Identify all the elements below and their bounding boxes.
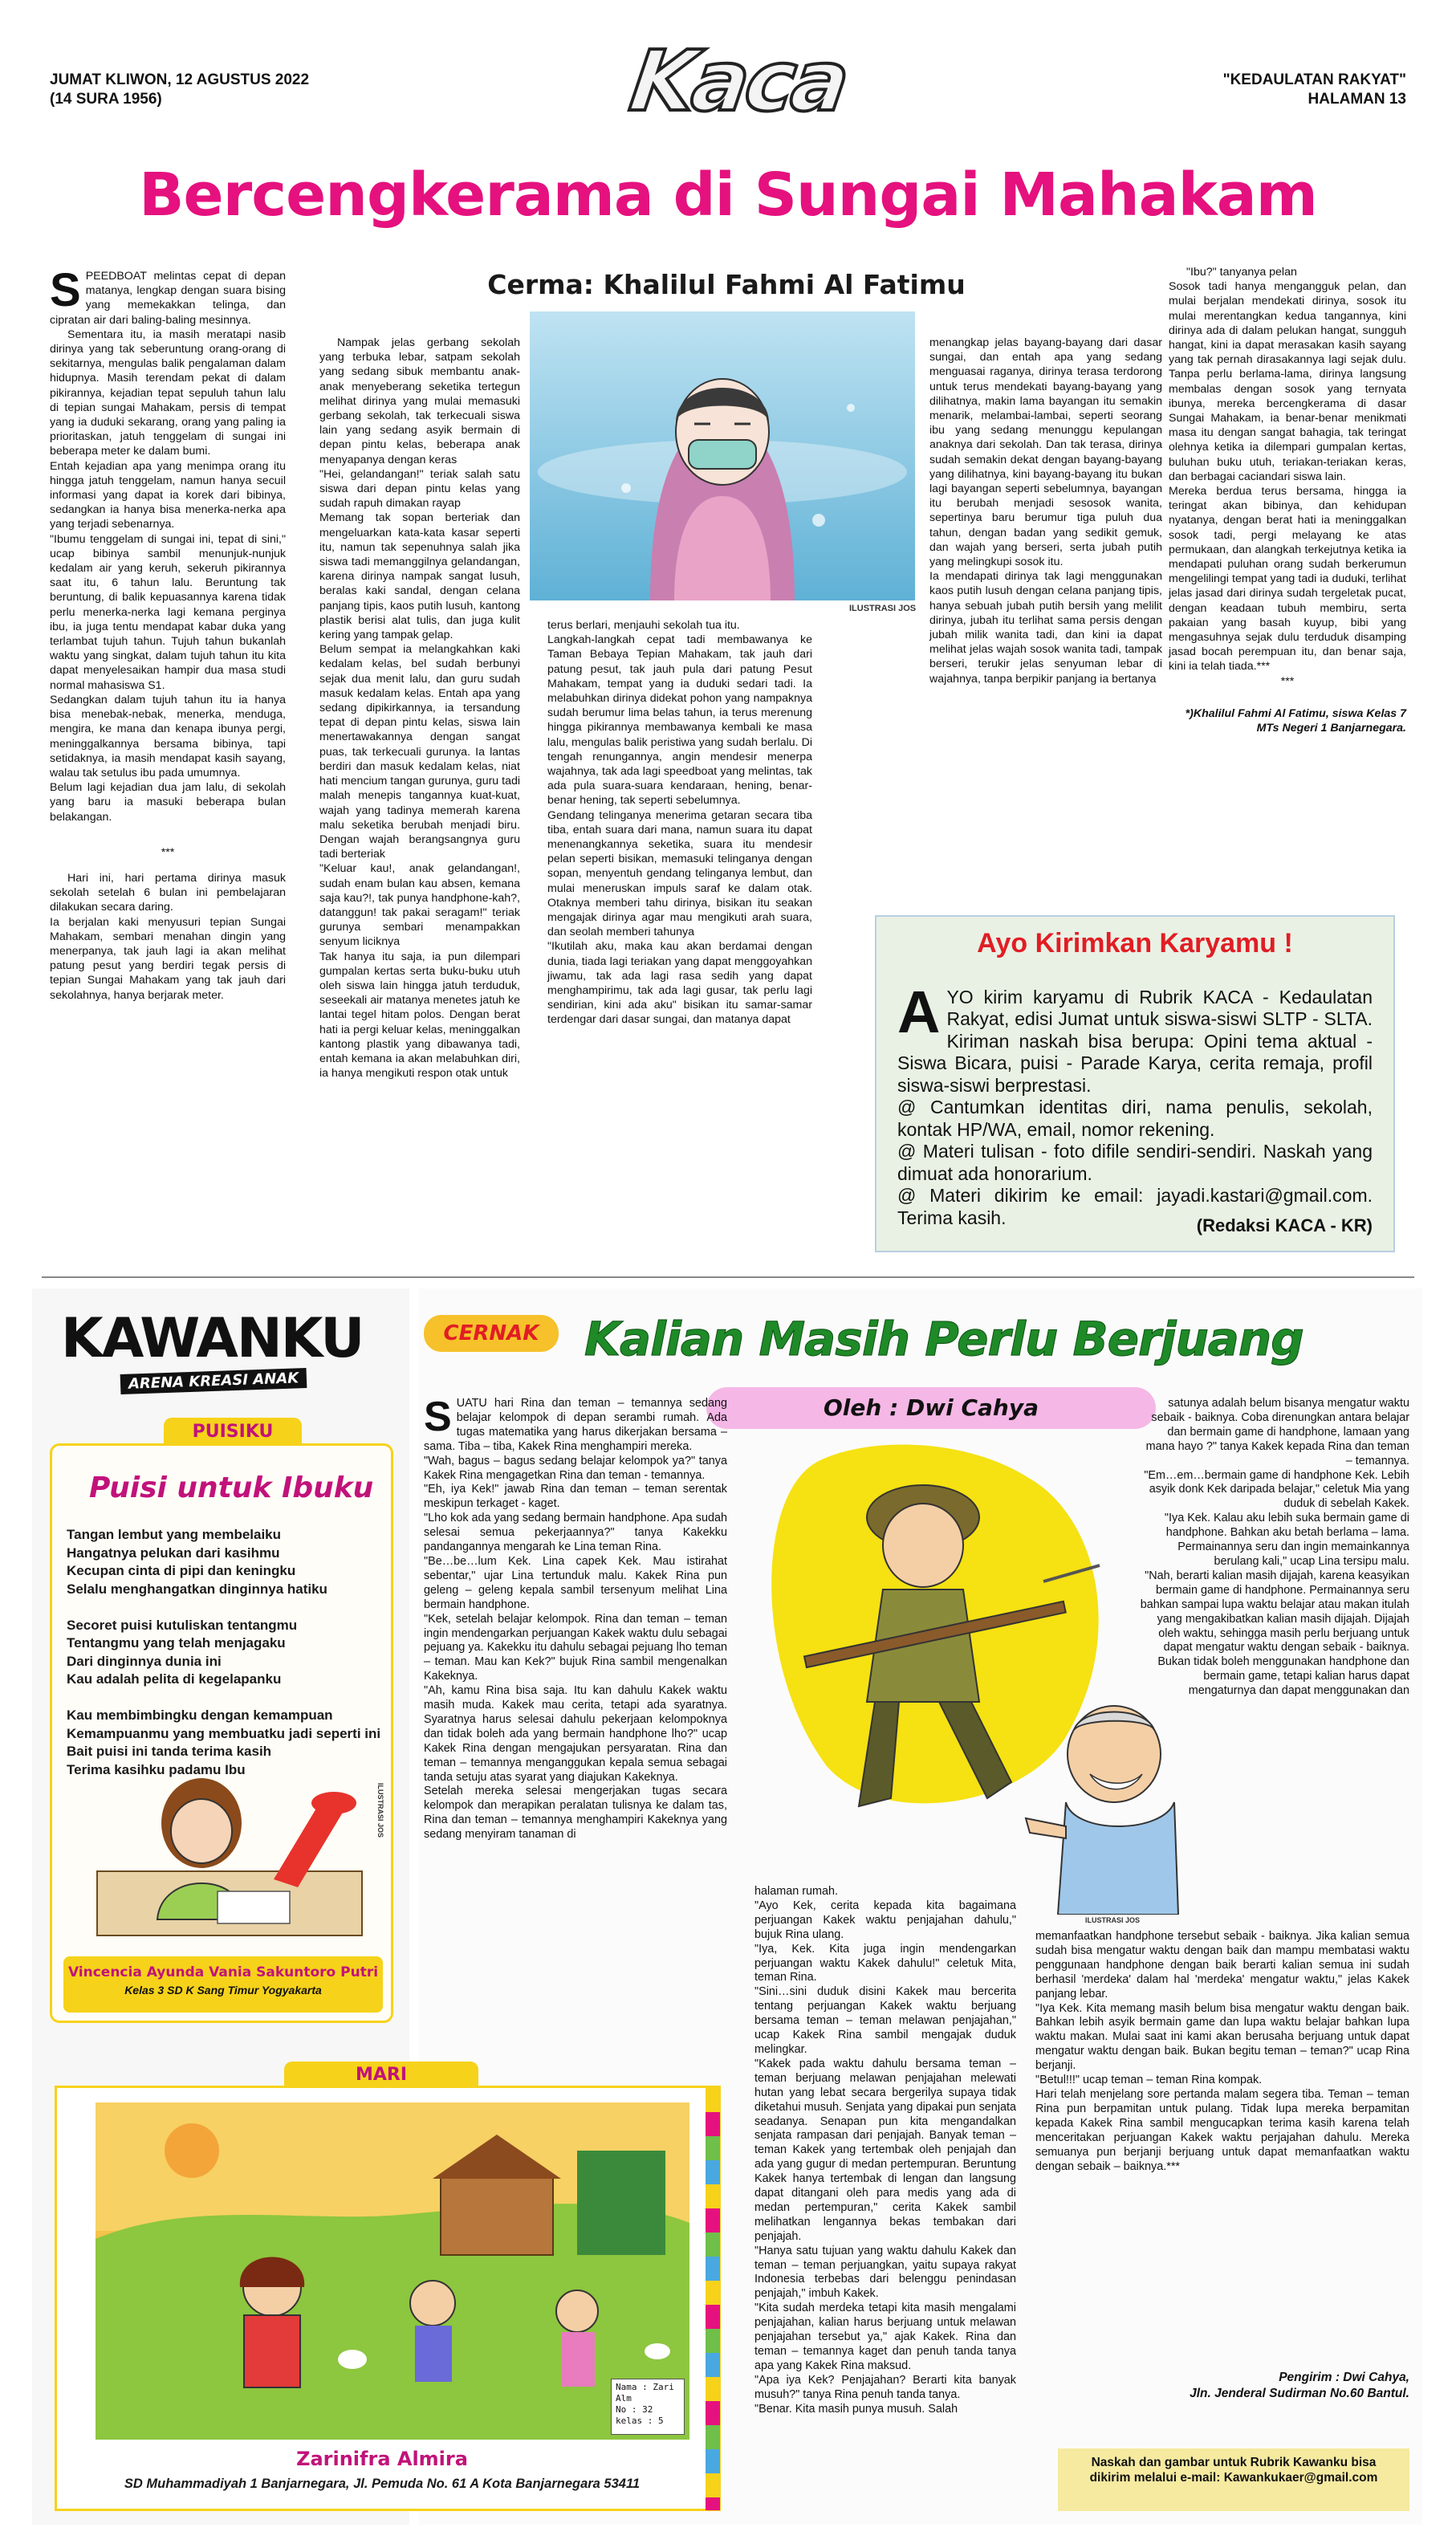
- children-playing-drawing: [96, 2102, 689, 2440]
- drawing-color-strip: [706, 2088, 720, 2510]
- girl-writing-illustration: [81, 1751, 378, 1944]
- grandpa-illustration: [1010, 1698, 1186, 1915]
- cernak-dropcap: S: [424, 1394, 452, 1440]
- cernak-title: Kalian Masih Perlu Berjuang: [584, 1312, 1303, 1366]
- cerma-col1-separator: ***: [161, 845, 175, 859]
- cerma-column-4: [929, 336, 1162, 686]
- header-publisher: "KEDAULATAN RAKYAT": [1222, 71, 1406, 88]
- drawing-name-tag: Nama : Zari Alm No : 32 kelas : 5: [611, 2379, 685, 2435]
- cerma-author-note: *)Khalilul Fahmi Al Fatimu, siswa Kelas 7 MTs Negeri 1 Banjarnegara.: [1185, 706, 1406, 735]
- cernak-column-c-top: satunya adalah belum bisanya mengatur waktu sebaik - baiknya. Coba direnungkan antara belajar dan bermain game di handphone, lamaan yang mana hayo ?" tanya Kakek kepada Rina dan teman – temannya. "Em…em…bermain game di handphone Kek. Lebih asyik donk Kek daripada belajar," celetuk Mia yang duduk di sebelah Kakek. "Iya Kek. Kalau aku lebih suka bermain game di handphone. Bahkan aku betah berlama – lama. Permainannya seru dan ingin memainkannya berulang kali," ucap Lina tersipu malu. "Nah, berarti kalian masih dijajah, karena keasyikan bermain game di handphone. Permainannya seru bahkan sampai lupa waktu belajar atau makan itulah yang mengakibatkan kalian masih dijajah. Dijajah oleh waktu, sehingga masih perlu berjuang untuk dapat mengatur waktu dengan sebaik - baiknya. Bukan tidak boleh menggunakan handphone dan bermain game, tetapi kalian harus dapat mengaturnya dan dapat menggunakan dan: [1140, 1397, 1409, 1698]
- drowning-girl-illustration: [530, 311, 915, 600]
- ayo-body: YO kirim karyamu di Rubrik KACA - Kedaulatan Rakyat, edisi Jumat untuk siswa-siswi SLTP - SLTA. Kiriman naskah bisa berupa: Opini tema aktual - Siswa Bicara, puisi - Parade Karya, cerita remaja, profil siswa-siswi berprestasi. @ Cantumkan identitas diri, nama penulis, sekolah, kontak HP/WA, email, nomor rekening. @ Materi tulisan - foto difile sendiri-sendiri. Naskah yang dimuat ada honorarium. @ Materi dikirim ke email: jayadi.kastari@gmail.com. Terima kasih.: [897, 986, 1373, 1228]
- publisher-line: [1223, 71, 1406, 109]
- cerma-column-3: [547, 618, 812, 1028]
- cernak-illustration-credit: ILUSTRASI JOS: [1085, 1916, 1141, 1924]
- mari-menggambar-tab: MARI: [284, 2062, 478, 2089]
- poem-author-box: [63, 1956, 383, 2013]
- cernak-badge: CERNAK: [424, 1315, 559, 1352]
- kaca-logo: Kaca: [624, 32, 852, 130]
- cerma-col4-body: menangkap jelas bayang-bayang dari dasar sungai, dan entah apa yang sedang menguasai raganya, dirinya terasa terdorong untuk terus mendekati bayang-bayang yang dilihatnya, makin lama bayangan itu semakin menarik, melambai-lambai, seperti seorang ibu yang sedang menunggu kepulangan anaknya dari sekolah. Dan tak terasa, dirinya sudah semakin dekat dengan bayang-bayang yang dilihatnya, kini bayang-bayang itu bukan lagi bayangan seperti sebelumnya, bayangan itu berubah menjadi sesosok wanita, sepertinya baru berumur tiga puluh dua tahun, dengan badan yang sedikit gemuk, dan wajah yang berseri, serta jubah putih yang melingkupi sosok itu. Ia mendapati dirinya tak lagi menggunakan kaos putih lusuh dengan celana panjang tipis, hanya sebuah jubah putih bersih yang melilit dirinya, jubah itu terlihat sama persis dengan jubah milik wanita tadi, dan kini ia dapat melihat jelas wajah sosok wanita tadi, tampak berseri, terukir jelas senyuman lebar di wajahnya, tanpa berpikir panjang ia bertanya: [929, 336, 1162, 686]
- kawanku-subtitle: ARENA KREASI ANAK: [120, 1368, 307, 1394]
- cernak-byline: Oleh : Dwi Cahya: [706, 1387, 1156, 1429]
- drawing-author: Zarinifra Almira: [296, 2448, 468, 2470]
- cernak-column-c-bottom: memanfaatkan handphone tersebut sebaik - baiknya. Jika kalian semua sudah bisa mengatur waktu dengan baik dan mampu membatasi waktu penggunaan handphone dengan baik berarti kalian semua ini sudah berhasil 'merdeka' dalam hal 'merdeka' mengatur waktu," jelas Kakek panjang lebar. "Iya Kek. Kita memang masih belum bisa mengatur waktu dengan baik. Bahkan lebih asyik bermain game dan lupa waktu belajar bahkan lupa waktu makan. Mulai saat ini kami akan berusaha berjuang untuk dapat mengatur waktu dengan baik. Bukan begitu teman – teman?" ucap Rina berjanji. "Betul!!!" ucap teman – teman Rina kompak. Hari telah menjelang sore pertanda malam segera tiba. Teman – teman Rina pun berpamitan untuk pulang. Tidak lupa mereka berpamitan kepada Kakek Rina sambil mengucapkan terima kasih karena telah menceritakan perjuangan Kakek waktu perjajahan dahulu. Mereka semuanya pun berjanji berjuang untuk dapat memanfaatkan waktu dengan sebaik – baiknya.***: [1035, 1930, 1409, 2173]
- naskah-info-text: Naskah dan gambar untuk Rubrik Kawanku bisa dikirim melalui e-mail: Kawankukaer@gmail.com: [1089, 2456, 1378, 2485]
- section-divider: [42, 1276, 1414, 1278]
- cernak-author: [1068, 2370, 1409, 2402]
- header-sura: (14 SURA 1956): [50, 91, 162, 108]
- kawanku-subtitle-wrap: [120, 1371, 307, 1391]
- grandpa-svg: [1010, 1698, 1186, 1915]
- cerma-headline: Bercengkerama di Sungai Mahakam: [139, 161, 1317, 230]
- cerma-col5-separator: ***: [1280, 674, 1295, 688]
- drawing-frame: [55, 2086, 721, 2511]
- cernak-author-name: Pengirim : Dwi Cahya,: [1279, 2371, 1409, 2384]
- cerma-column-1: [50, 264, 286, 1003]
- naskah-info-box: [1058, 2448, 1409, 2511]
- cerma-dropcap: S: [50, 264, 81, 316]
- kawanku-title: KAWANKU: [61, 1307, 364, 1370]
- cerma-col1-lead: PEEDBOAT melintas cepat di depan matanya, lengkap dengan suara bising yang memekakkan telinga, dan cipratan air dari baling-baling mesinnya.: [50, 270, 286, 327]
- poem-school: Kelas 3 SD K Sang Timur Yogyakarta: [124, 1984, 322, 1996]
- cerma-col5-body: "Ibu?" tanyanya pelan Sosok tadi hanya mengangguk pelan, dan mulai berjalan mendekati dirinya, sosok itu mulai merentangkan kedua tangannya, kini dirinya ada di dalam pelukan hangat, sungguh hangat, kini ia dapat merasakan kasih sayang yang tak pernah dirasakannya lagi sejak dulu. Tanpa perlu berlama-lama, dirinya langsung membalas dengan sosok yang ternyata ibunya, mereka bercengkerama di dasar Sungai Mahakam, ia benar-benar menikmati masa itu dengan sangat bahagia, tak teringat olehnya ketika ia dilempari gumpalan kertas, buluhan buku utuh, teriakan-teriakan keras, dan berbagai caciandari siswa lain. Mereka berdua terus bersama, hingga ia teringat akan bibinya, dan kehidupan nyatanya, dengan berat hati ia meninggalkan sosok tadi, pergi melayang ke atas permukaan, dan alangkah terkejutnya ketika ia mendapati puluhan orang sudah berkerumun mengelilingi tempat yang tadi ia duduki, terlihat jelas jasad dari dirinya sudah tergeletak pucat, dengan keadaan tubuh membiru, serta pakaian yang basah kuyup, bibi yang mengasuhnya sejak dulu terduduk disamping jasad bocah perempuan itu, dan benar saja, kini ia telah tiada.***: [1169, 266, 1406, 674]
- cernak-author-address: Jln. Jenderal Sudirman No.60 Bantul.: [1190, 2387, 1409, 2400]
- cerma-byline: Cerma: Khalilul Fahmi Al Fatimu: [487, 269, 966, 300]
- header-page: HALAMAN 13: [1308, 91, 1406, 108]
- ayo-text-wrap: [897, 964, 1373, 1229]
- childrens-drawing: [96, 2102, 689, 2440]
- ayo-dropcap: A: [897, 978, 941, 1045]
- cerma-col1-body: Sementara itu, ia masih meratapi nasib dirinya yang tak seberuntung orang-orang di sekitarnya, mengulas balik pengalaman dalam hidupnya. Masih terendam pekat di dalam pikirannya, kejadian tepat sepuluh tahun lalu di tepian sungai Mahakam, persis di tempat yang ia duduki sekarang, orang yang paling ia prioritaskan, jatuh tenggelam di sungai ini beberapa meter ke dalam bumi. Entah kejadian apa yang menimpa orang itu hingga jatuh tenggelam, namun hanya secuil informasi yang dapat ia korek dari bibinya, sedangkan ia hanya bisa menerka-nerka apa yang terjadi sebenarnya. "Ibumu tenggelam di sungai ini, tepat di sini," ucap bibinya sambil menunjuk-nunjuk kedalam air yang keruh, sekeruh pikirannya saat itu, 6 tahun lalu. Beruntung tak beruntung, di balik kepuasannya karena tidak perlu menerka-nerka lagi kemana perginya ibu, ia juga tentu mendapat kabar duka yang terlambat tujuh tahun. Tujuh tahun bukanlah waktu yang singkat, dalam tujuh tahun itu kita dapat menyelesaikan hampir dua masa studi normal mahasiswa S1. Sedangkan dalam tujuh tahun itu ia hanya bisa menebak-nebak, menerka, menduga, mengira, ke mana dan kenapa ibunya pergi, meninggalkannya bersama bibinya, tapi setidaknya, ia masih mendapat kasih sayang, walau tak setulus ibu pada umumnya. Belum lagi kejadian dua jam lalu, di sekolah yang baru ia masuki beberapa bulan belakangan.: [50, 328, 286, 824]
- drawing-school: SD Muhammadiyah 1 Banjarnegara, Jl. Pemuda No. 61 A Kota Banjarnegara 53411: [124, 2477, 641, 2491]
- cerma-column-5: [1169, 265, 1406, 735]
- poem-author: Vincencia Ayunda Vania Sakuntoro Putri: [67, 1964, 379, 1980]
- cernak-column-a: [424, 1394, 727, 1842]
- puisi-box: [50, 1443, 393, 2023]
- cernak-col-a-body: UATU hari Rina dan teman – temannya sedang belajar kelompok di depan serambi rumah. Ada tugas matematika yang harus dikerjakan bersama – sama. Tiba – tiba, Kakek Rina menghampiri mereka. "Wah, bagus – bagus sedang belajar kelompok ya?" tanya Kakek Rina mengagetkan Rina dan teman - temannya. "Eh, iya Kek!" jawab Rina dan teman – teman serentak meskipun terkaget - kaget. "Lho kok ada yang sedang bermain handphone. Apa sudah selesai semua pekerjaannya?" tanya Kakekku pandangannya mengarah ke Lina teman Rina. "Be…be…lum Kek. Lina capek Kek. Mau istirahat sebentar," ujar Lina tertunduk malu. Kakek Rina pun geleng – geleng kepala sambil tersenyum melihat Lina bermain handphone. "Kek, setelah belajar kelompok. Rina dan teman – teman ingin mendengarkan perjuangan Kakek waktu dulu sebagai pejuang ya. Kakekku itu dahulu sebagai pejuang lho teman – teman. Mau kan Kek?" bujuk Rina sambil mengenalkan Kakeknya. "Ah, kamu Rina bisa saja. Itu kan dahulu Kakek waktu masih muda. Kakek mau cerita, tetapi ada syaratnya. Syaratnya harus selesai dahulu pekerjaan kelompoknya dan tidak boleh ada yang bermain handphone lho?" ucap Kakek Rina dengan mengajukan persyaratan. Rina dan teman – temannya menganggukan kepala semua sebagai tanda setuju atas syarat yang diajukan Kakeknya. Setelah mereka selesai mengerjakan tugas secara kelompok dan merapikan peralatan tulisnya ke dalam tas, Rina dan teman – temannya menghampiri Kakeknya yang sedang menyiram tanaman di: [424, 1397, 727, 1842]
- ayo-signature: (Redaksi KACA - KR): [1196, 1215, 1373, 1235]
- cerma-col2-body: Nampak jelas gerbang sekolah yang terbuka lebar, satpam sekolah yang sedang sibuk membantu anak-anak menyeberang seketika tertegun melihat dirinya yang mulai memasuki gerbang sekolah, tak terkecuali siswa lain yang sedang asyik bermain di depan pintu kelas, beberapa anak menyapanya dengan keras "Hei, gelandangan!" teriak salah satu siswa dari depan pintu kelas yang sudah rapuh dimakan rayap Memang tak sopan berteriak dan mengeluarkan kata-kata kasar seperti itu, namun tak sepenuhnya salah jika siswa tadi memanggilnya gelandangan, karena dirinya nampak sangat lusuh, beralas kaki sandal, dengan celana panjang tipis, kaos putih lusuh, kantong plastik berisi alat tulis, dan juga kulit kering yang tampak gelap. Belum sempat ia melangkahkan kaki kedalam kelas, bel sudah berbunyi sejak dua menit lalu, dan guru sudah masuk kedalam kelas. Entah apa yang sedang dipikirkannya, ia tersandung tepat di depan pintu kelas, siswa lain menertawakannya dengan sangat puas, tak terkecuali gurunya. Ia lantas berdiri dan masuk kedalam kelas, niat hati mencium tangan gurunya, guru tadi malah menepis tangannya kuat-kuat, wajah yang tadinya memerah karena malu seketika berubah menjadi biru. Dengan wajah berangsangnya guru tadi berteriak "Keluar kau!, anak gelandangan!, sudah enam bulan kau absen, kemana saja kau?!, tak punya handphone-kah?, datanggun! tak pakai seragam!" teriak gurunya sembari menampakkan senyum liciknya Tak hanya itu saja, ia pun dilempari gumpalan kertas serta buku-buku utuh oleh siswa lain hingga jatuh terduduk, seseekali air matanya menetes jatuh ke lantai tegel hitam polos. Dengan berat hati ia pergi keluar kelas, meninggalkan kantong plastik yang dibawanya tadi, entah kemana ia akan melabuhkan diri, ia hanya mengikuti respon otak untuk: [319, 336, 521, 1081]
- cerma-column-2: [319, 336, 520, 1081]
- date-line: [50, 71, 309, 109]
- cerma-illustration: [530, 311, 915, 600]
- header-date: JUMAT KLIWON, 12 AGUSTUS 2022: [50, 71, 310, 88]
- poem-title: Puisi untuk Ibuku: [89, 1471, 374, 1504]
- puisiku-tab: PUISIKU: [164, 1418, 302, 1447]
- cernak-column-b: halaman rumah. "Ayo Kek, cerita kepada kita bagaimana perjuangan Kakek waktu penjajahan dahulu," bujuk Rina ulang. "Iya, Kek. Kita juga ingin mendengarkan perjuangan waktu Kakek dahulu!" celetuk Mita, teman Rina. "Sini…sini duduk disini Kakek mau bercerita tentang perjuangan Kakek waktu berjuang bersama teman – teman melawan penjajahan," ucap Kakek Rina sambil mengajak duduk melingkar. "Kakek pada waktu dahulu bersama teman – teman berjuang melawan penjajahan melewati hutan yang lebat secara bergerilya supaya tidak diketahui musuh. Senjata yang dipakai pun senjata seadanya. Senapan pun kita mengandalkan senjata rampasan dari penjajah. Banyak teman – teman Kakek yang tertembak oleh penjajah dan ada yang gugur di medan pertempuran. Beruntung Kakek hanya tertembak di lengan dan langsung dapat ditangani oleh para medis yang ada di medan pertempuran," cerita Kakek sambil melihatkan lengannya bekas tembakan dari penjajah. "Hanya satu tujuan yang waktu dahulu Kakek dan teman – teman perjuangkan, yaitu supaya rakyat Indonesia terbebas dari belenggu penindasan penjajah," imbuh Kakek. "Kita sudah merdeka tetapi kita masih mengalami penjajahan, kalian harus berjuang untuk melawan penjajahan tersebut ya," ajak Kakek. Rina dan teman – temannya kaget dan penuh tanda tanya apa yang Kakek Rina maksud. "Apa iya Kek? Penjajahan? Berarti kita banyak musuh?" tanya Rina penuh tanda tanya. "Benar. Kita masih punya musuh. Salah: [754, 1885, 1016, 2416]
- cerma-illustration-credit: ILUSTRASI JOS: [849, 604, 917, 613]
- cerma-col1-body-b: Hari ini, hari pertama dirinya masuk sekolah setelah 6 bulan ini pembelajaran dilakukan secara daring. Ia berjalan kaki menyusuri tepian Sungai Mahakam, sembari menahan dingin yang menerpanya, tak jauh lagi ia akan melihat patung pesut yang berdiri tegak persis di tepian Sungai Mahakam yang tak jauh dari sekolahnya, hanya berjarak meter.: [50, 871, 286, 1002]
- poem-illustration: [81, 1751, 378, 1944]
- ayo-kirimkan-box: [875, 915, 1395, 1252]
- poem-illustration-credit: ILUSTRASI JOS: [376, 1783, 384, 1838]
- ayo-title: Ayo Kirimkan Karyamu !: [977, 928, 1293, 959]
- poem-body: Tangan lembut yang membelaiku Hangatnya pelukan dari kasihmu Kecupan cinta di pipi dan keningku Selalu menghangatkan dinginnya hatiku Secoret puisi kutuliskan tentangmu Tentangmu yang telah menjagaku Dari dinginnya dunia ini Kau adalah pelita di kegelapanku Kau membimbingku dengan kemampuan Kemampuanmu yang membuatku jadi seperti ini Bait puisi ini tanda terima kasih Terima kasihku padamu Ibu: [67, 1527, 381, 1777]
- cerma-col3-body: terus berlari, menjauhi sekolah tua itu. Langkah-langkah cepat tadi membawanya ke Taman Bebaya Tepian Mahakam, tak jauh dari patung pesut, tak jauh pula dari patung Pesut Mahakam, tempat yang ia duduki sedari tadi. Ia melabuhkan dirinya didekat pohon yang nampaknya sudah berumur lima belas tahun, ia terus merenung hingga pikirannya membawanya kembali ke masa lalu, mengulas balik peristiwa yang sudah berlalu. Di tengah renungannya, angin mendesir menerpa wajahnya, tak ada lagi speedboat yang melintas, tak ada pula suara-suara kendaraan, hening, benar-benar hening, tak seperti sebelumnya. Gendang telinganya menerima getaran secara tiba tiba, entah suara dari mana, namun suara itu dapat menenangkannya seketika, suara itu mendesir pelan seperti bisikan, memasuki telinganya dengan sopan, menyentuh gendang telinganya lembut, dan mulai meneruskan impuls saraf ke dalam otak. Otaknya memberi tahu dirinya, bisikan itu seakan mengajak dirinya agar mau mengikuti arah suara, dan seolah memberi tahunya "Ikutilah aku, maka kau akan berdamai dengan dunia, tiada lagi teriakan yang dapat menggoyahkan jiwamu, tak ada lagi rasa sedih yang dapat menghampirimu, tak ada lagi gusar, tak perlu lagi sendirian, kini ada aku" bisikan itu samar-samar terdengar dari dasar sungai, dan matanya dapat: [547, 619, 812, 1027]
